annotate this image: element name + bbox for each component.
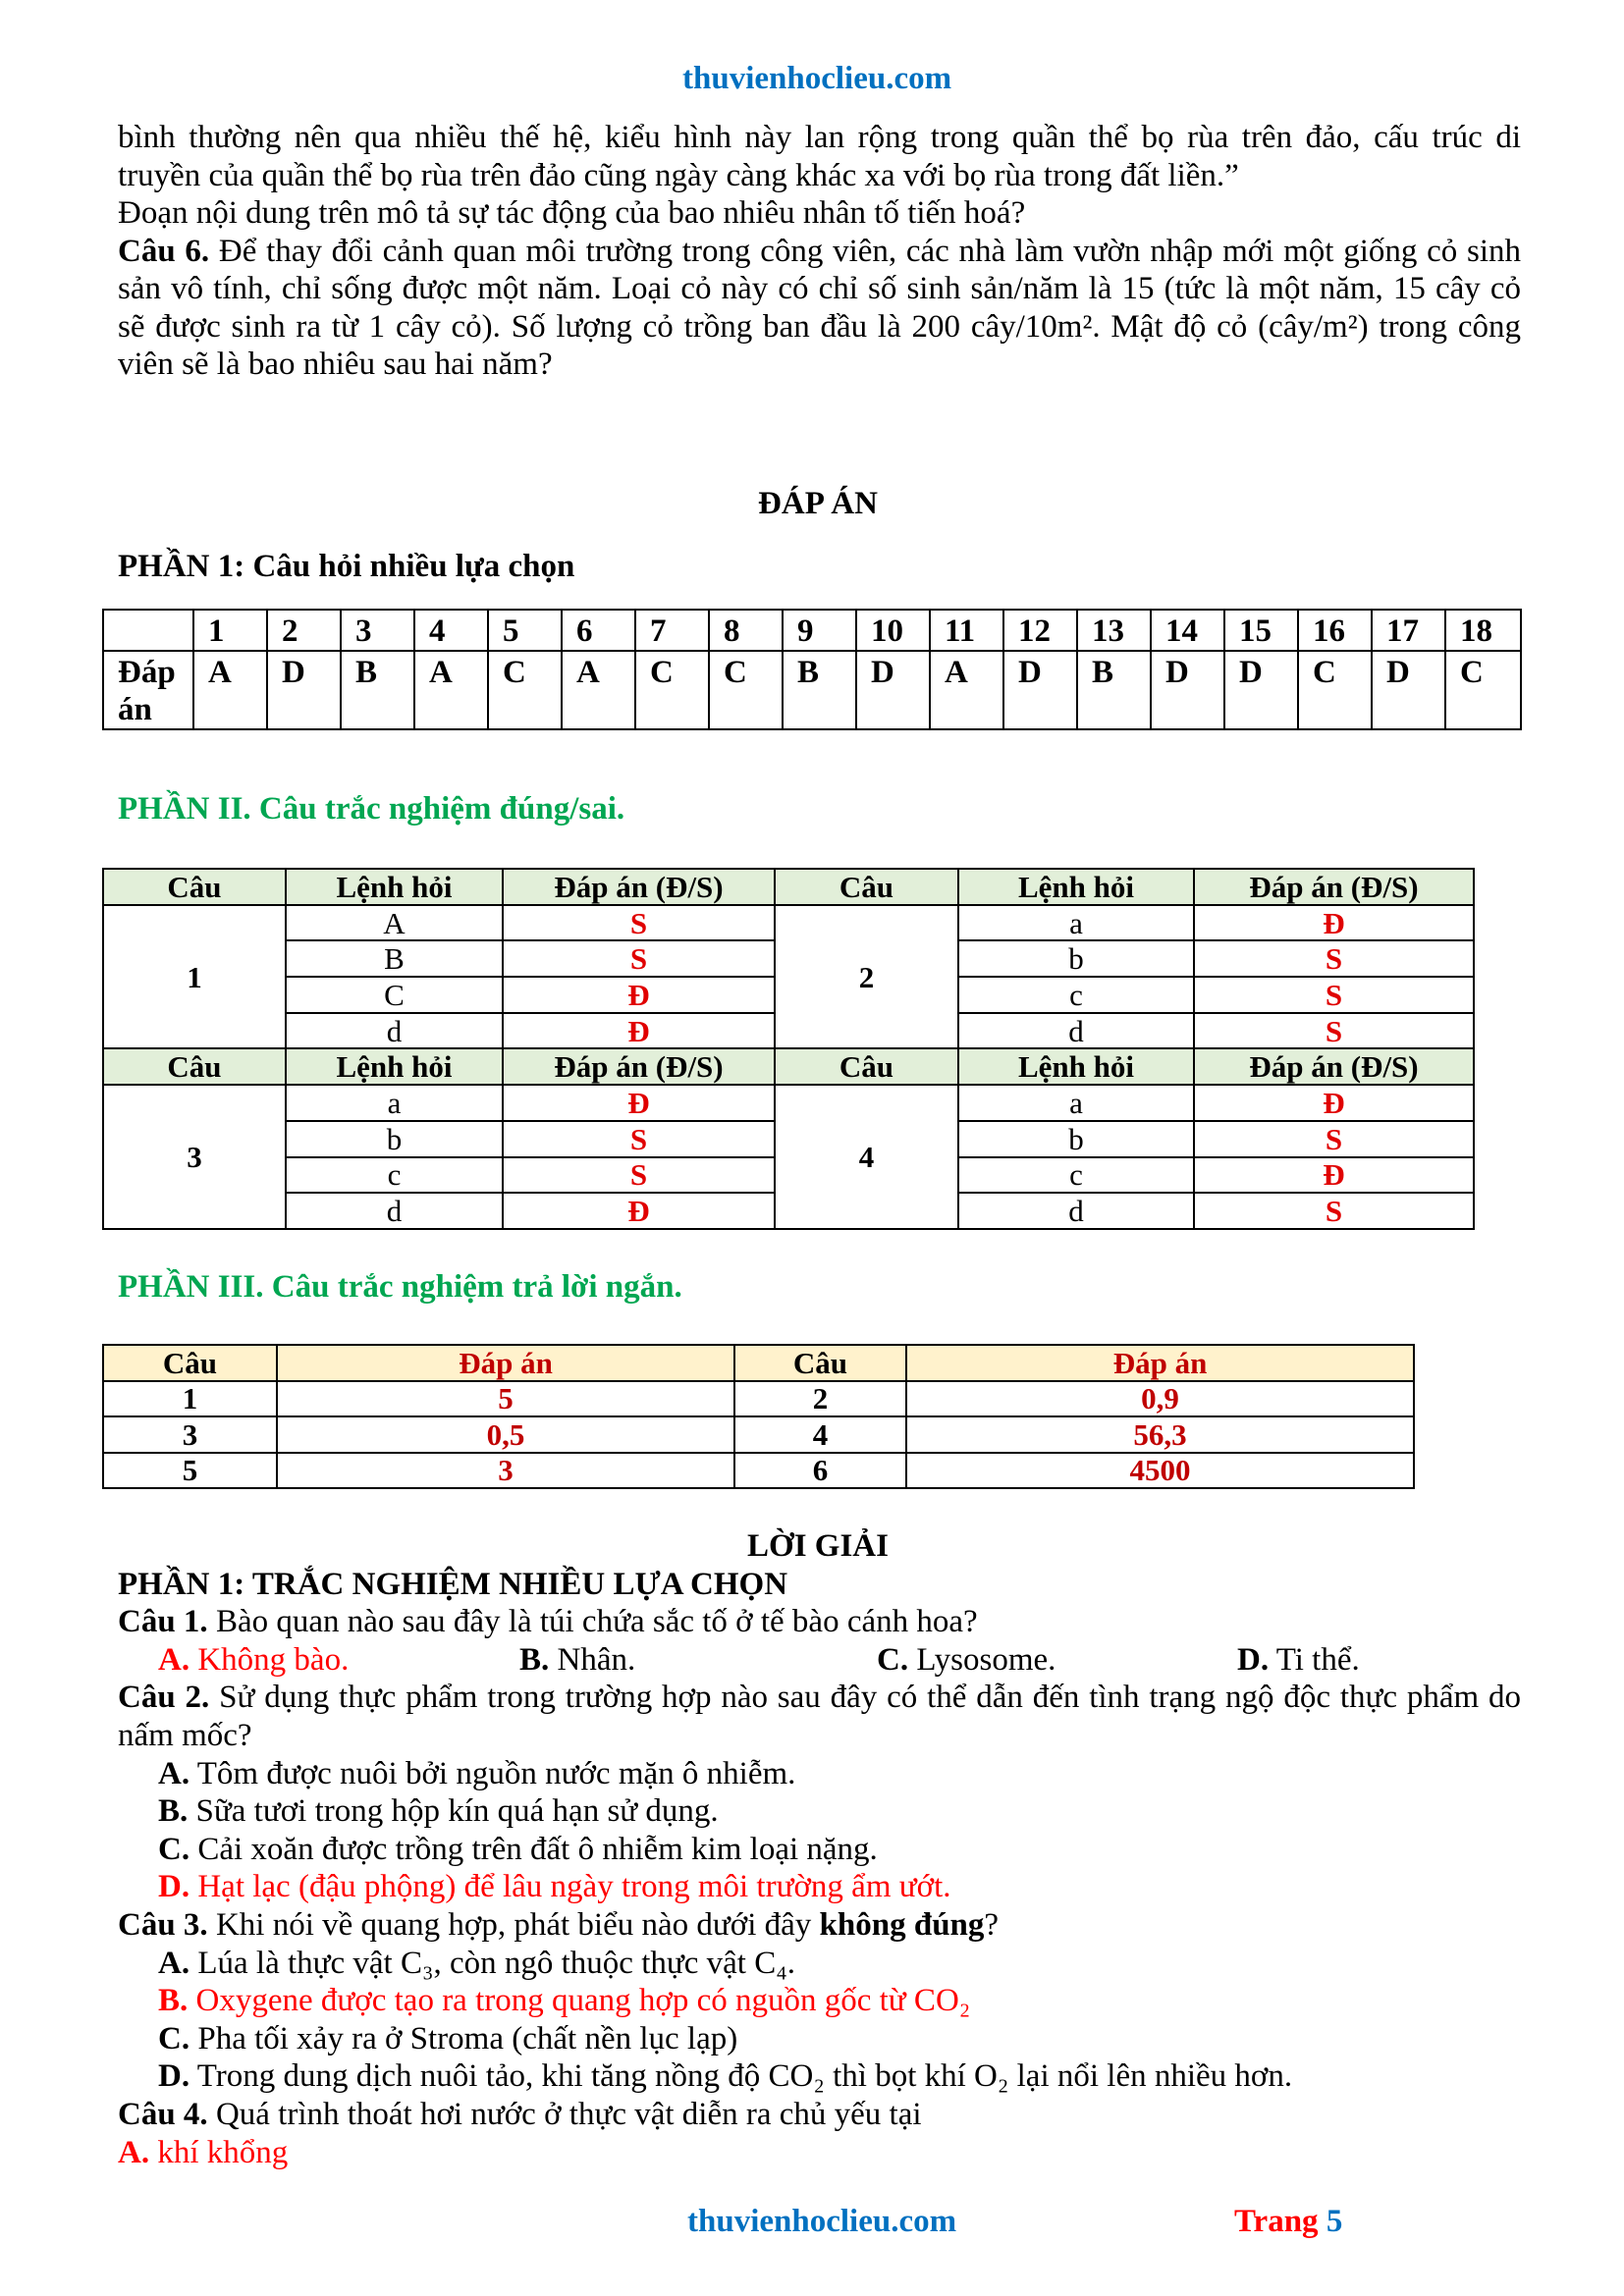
answer-key-title: ĐÁP ÁN [758,486,878,521]
answer-cell: S [503,905,775,941]
table-header-cell: Lệnh hỏi [958,869,1194,905]
answer-cell: S [1194,1193,1474,1229]
answer-cell: Đ [503,1193,775,1229]
option-d [118,1868,1521,1906]
mcq-answer-cell: B [1077,651,1151,729]
mcq-answer-cell: A [193,651,267,729]
option-a [118,1945,1521,1983]
table-header-cell: Lệnh hỏi [286,869,503,905]
option-letter: D. [1237,1641,1270,1678]
option-letter: A. [158,1945,190,1981]
option-b [118,1792,1521,1831]
answer-cell: S [503,1157,775,1194]
answer-cell: 3 [277,1453,734,1489]
question-1-line [118,1603,1521,1641]
footer-site: thuvienhoclieu.com [687,2204,957,2239]
answer-cell: Đ [503,1013,775,1049]
question-2-label: Câu 2. [118,1680,210,1716]
question-number-cell: 1 [103,905,286,1049]
mcq-answer-cell: A [562,651,635,729]
question-number-cell: 1 [103,1381,277,1417]
table-header-cell: Câu [103,1048,286,1085]
prompt-cell: a [958,1085,1194,1121]
question-number-cell: 2 [734,1381,906,1417]
option-text: khí khổng [157,2134,289,2170]
mcq-answer-cell: D [1151,651,1224,729]
mcq-number-cell: 6 [562,610,635,651]
question-number-cell: 6 [734,1453,906,1489]
solutions-title: LỜI GIẢI [747,1528,889,1564]
answer-cell: 4500 [906,1453,1414,1489]
table-header-cell: Câu [734,1345,906,1381]
answer-cell: Đ [503,1085,775,1121]
option-letter: D. [158,1869,190,1905]
prompt-cell: a [958,905,1194,941]
mcq-number-cell: 10 [856,610,930,651]
question-6-line [118,233,1521,271]
option-letter: A. [118,2134,150,2170]
mcq-answer-cell: D [1224,651,1298,729]
question-number-cell: 4 [734,1416,906,1453]
table-header-cell: Câu [103,1345,277,1381]
prompt-cell: d [958,1193,1194,1229]
prompt-cell: B [286,940,503,977]
prompt-cell: c [958,1157,1194,1194]
option-a [158,1641,349,1680]
question-2-line [118,1679,1521,1717]
question-3-line [118,1906,1521,1945]
mcq-number-cell: 9 [783,610,856,651]
part3-heading: PHẦN III. Câu trắc nghiệm trả lời ngắn. [118,1269,682,1305]
prompt-cell: a [286,1085,503,1121]
option-c [118,2020,1521,2058]
mcq-answer-cell: C [1298,651,1372,729]
question-2-text: Sử dụng thực phẩm trong trường hợp nào sau đây có thể dẫn đến tình trạng ngộ độc thực phẩm do [219,1680,1522,1716]
option-text: Không bào. [197,1641,350,1678]
intro-line: bình thường nên qua nhiều thế hệ, kiểu hình này lan rộng trong quần thể bọ rùa trên đảo, cấu trúc di [118,120,1521,155]
question-2-line: nấm mốc? [118,1717,252,1753]
question-1-label: Câu 1. [118,1604,208,1640]
option-text: Lúa là thực vật C₃, còn ngô thuộc thực vật C₄. [197,1945,795,1981]
page-indicator [1234,2203,1342,2240]
option-c [118,1831,1521,1869]
option-letter: B. [158,1793,189,1830]
table-header-cell: Câu [103,869,286,905]
mcq-answer-cell: B [341,651,414,729]
option-d [1237,1641,1360,1680]
question-number-cell: 3 [103,1416,277,1453]
mcq-answer-cell: C [1445,651,1521,729]
solutions-part1-heading: PHẦN 1: TRẮC NGHIỆM NHIỀU LỰA CHỌN [118,1566,788,1602]
mcq-number-cell: 8 [709,610,783,651]
mcq-number-cell: 7 [635,610,709,651]
table-header-cell: Đáp án (Đ/S) [1194,869,1474,905]
table-header-cell: Câu [775,869,958,905]
page-number: 5 [1326,2204,1343,2239]
option-d [118,2057,1521,2096]
mcq-number-cell: 1 [193,610,267,651]
question-1-text: Bào quan nào sau đây là túi chứa sắc tố ở tế bào cánh hoa? [215,1604,978,1640]
question-number-cell: 3 [103,1085,286,1229]
answer-cell: S [1194,940,1474,977]
table-header-cell: Đáp án [277,1345,734,1381]
prompt-cell: d [286,1193,503,1229]
prompt-cell: b [286,1121,503,1157]
mcq-row-label: Đáp án [103,651,193,729]
option-letter: C. [158,2020,190,2056]
question-3-emphasis: không đúng [819,1906,985,1943]
option-text: Nhân. [557,1641,636,1678]
mcq-number-cell: 13 [1077,610,1151,651]
true-false-table [102,868,1475,1230]
mcq-answer-cell: C [488,651,562,729]
question-6-label: Câu 6. [118,233,210,269]
mcq-number-cell: 14 [1151,610,1224,651]
option-letter: A. [158,1641,190,1678]
table-header-cell: Lệnh hỏi [286,1048,503,1085]
answer-cell: S [1194,1121,1474,1157]
mcq-answer-cell: B [783,651,856,729]
option-letter: A. [158,1755,190,1791]
question-6-line: viên sẽ là bao nhiêu sau hai năm? [118,347,553,382]
mcq-answer-cell: D [1372,651,1445,729]
mcq-corner-cell [103,610,193,651]
answer-cell: 0,5 [277,1416,734,1453]
mcq-number-cell: 18 [1445,610,1521,651]
answer-cell: S [503,1121,775,1157]
question-1-options [118,1641,1521,1680]
mcq-number-cell: 3 [341,610,414,651]
mcq-number-cell: 5 [488,610,562,651]
mcq-answer-cell: D [856,651,930,729]
page-label: Trang [1234,2204,1319,2239]
mcq-answer-cell: A [930,651,1003,729]
option-a [118,1755,1521,1793]
option-text: Oxygene được tạo ra trong quang hợp có nguồn gốc từ CO₂ [195,1983,971,2019]
intro-line: Đoạn nội dung trên mô tả sự tác động của bao nhiêu nhân tố tiến hoá? [118,195,1026,231]
question-6-text: Để thay đổi cảnh quan môi trường trong công viên, các nhà làm vườn nhập mới một giống cỏ sinh [218,233,1521,269]
option-b [118,1982,1521,2020]
mcq-number-cell: 12 [1003,610,1077,651]
mcq-answer-table [102,609,1522,730]
answer-cell: 5 [277,1381,734,1417]
question-4-text: Quá trình thoát hơi nước ở thực vật diễn ra chủ yếu tại [215,2096,922,2132]
option-text: Pha tối xảy ra ở Stroma (chất nền lục lạp) [197,2020,738,2056]
question-6-line: sẽ được sinh ra từ 1 cây cỏ). Số lượng cỏ trồng ban đầu là 200 cây/10m². Mật độ cỏ (cây/m²) trong công [118,308,1521,345]
option-letter: C. [158,1831,190,1867]
prompt-cell: b [958,1121,1194,1157]
prompt-cell: c [958,977,1194,1013]
mcq-number-cell: 2 [267,610,341,651]
answer-cell: 56,3 [906,1416,1414,1453]
option-text: Ti thể. [1275,1641,1360,1678]
mcq-answer-cell: D [267,651,341,729]
mcq-answer-cell: C [709,651,783,729]
mcq-number-cell: 4 [414,610,488,651]
answer-cell: S [1194,1013,1474,1049]
intro-text [118,119,1521,384]
prompt-cell: A [286,905,503,941]
question-4-line [118,2096,1521,2134]
answer-cell: Đ [1194,1085,1474,1121]
option-text: Sữa tươi trong hộp kín quá hạn sử dụng. [195,1793,719,1830]
answer-cell: Đ [503,977,775,1013]
question-3-text: Khi nói về quang hợp, phát biểu nào dưới đây [215,1906,812,1943]
answer-cell: S [1194,977,1474,1013]
question-number-cell: 5 [103,1453,277,1489]
prompt-cell: c [286,1157,503,1194]
answer-cell: Đ [1194,905,1474,941]
question-3-label: Câu 3. [118,1906,208,1943]
answer-cell: 0,9 [906,1381,1414,1417]
prompt-cell: d [958,1013,1194,1049]
mcq-answer-cell: C [635,651,709,729]
option-b [519,1641,635,1680]
option-letter: B. [158,1983,189,2019]
question-6-line: sản vô tính, chỉ sống được một năm. Loại cỏ này có chỉ số sinh sản/năm là 15 (tức là một năm, 15 cây cỏ [118,271,1521,306]
table-header-cell: Đáp án [906,1345,1414,1381]
question-number-cell: 4 [775,1085,958,1229]
table-header-cell: Đáp án (Đ/S) [1194,1048,1474,1085]
option-c [877,1641,1056,1680]
short-answer-table [102,1344,1415,1489]
table-header-cell: Lệnh hỏi [958,1048,1194,1085]
page-header-site: thuvienhoclieu.com [682,61,952,96]
option-letter: D. [158,2058,190,2095]
solutions-section [118,1527,1521,2171]
mcq-number-cell: 15 [1224,610,1298,651]
part2-heading: PHẦN II. Câu trắc nghiệm đúng/sai. [118,791,625,827]
question-4-label: Câu 4. [118,2096,208,2132]
prompt-cell: b [958,940,1194,977]
option-a [118,2134,1521,2172]
mcq-number-cell: 11 [930,610,1003,651]
question-3-end: ? [984,1906,1000,1943]
option-text: Trong dung dịch nuôi tảo, khi tăng nồng độ CO₂ thì bọt khí O₂ lại nổi lên nhiều hơn. [196,2058,1293,2095]
mcq-answer-cell: A [414,651,488,729]
mcq-number-cell: 16 [1298,610,1372,651]
option-text: Tôm được nuôi bởi nguồn nước mặn ô nhiễm. [196,1755,796,1791]
prompt-cell: C [286,977,503,1013]
option-text: Cải xoăn được trồng trên đất ô nhiễm kim loại nặng. [197,1831,878,1867]
option-letter: B. [519,1641,550,1678]
table-header-cell: Đáp án (Đ/S) [503,1048,775,1085]
option-letter: C. [877,1641,909,1678]
part1-heading: PHẦN 1: Câu hỏi nhiều lựa chọn [118,549,575,584]
table-header-cell: Câu [775,1048,958,1085]
mcq-answer-cell: D [1003,651,1077,729]
mcq-number-cell: 17 [1372,610,1445,651]
answer-cell: S [503,940,775,977]
table-header-cell: Đáp án (Đ/S) [503,869,775,905]
option-text: Lysosome. [916,1641,1056,1678]
question-number-cell: 2 [775,905,958,1049]
answer-cell: Đ [1194,1157,1474,1194]
prompt-cell: d [286,1013,503,1049]
intro-line: truyền của quần thể bọ rùa trên đảo cũng ngày càng khác xa với bọ rùa trong đất liền.” [118,157,1239,193]
option-text: Hạt lạc (đậu phộng) để lâu ngày trong môi trường ẩm ướt. [197,1869,951,1905]
